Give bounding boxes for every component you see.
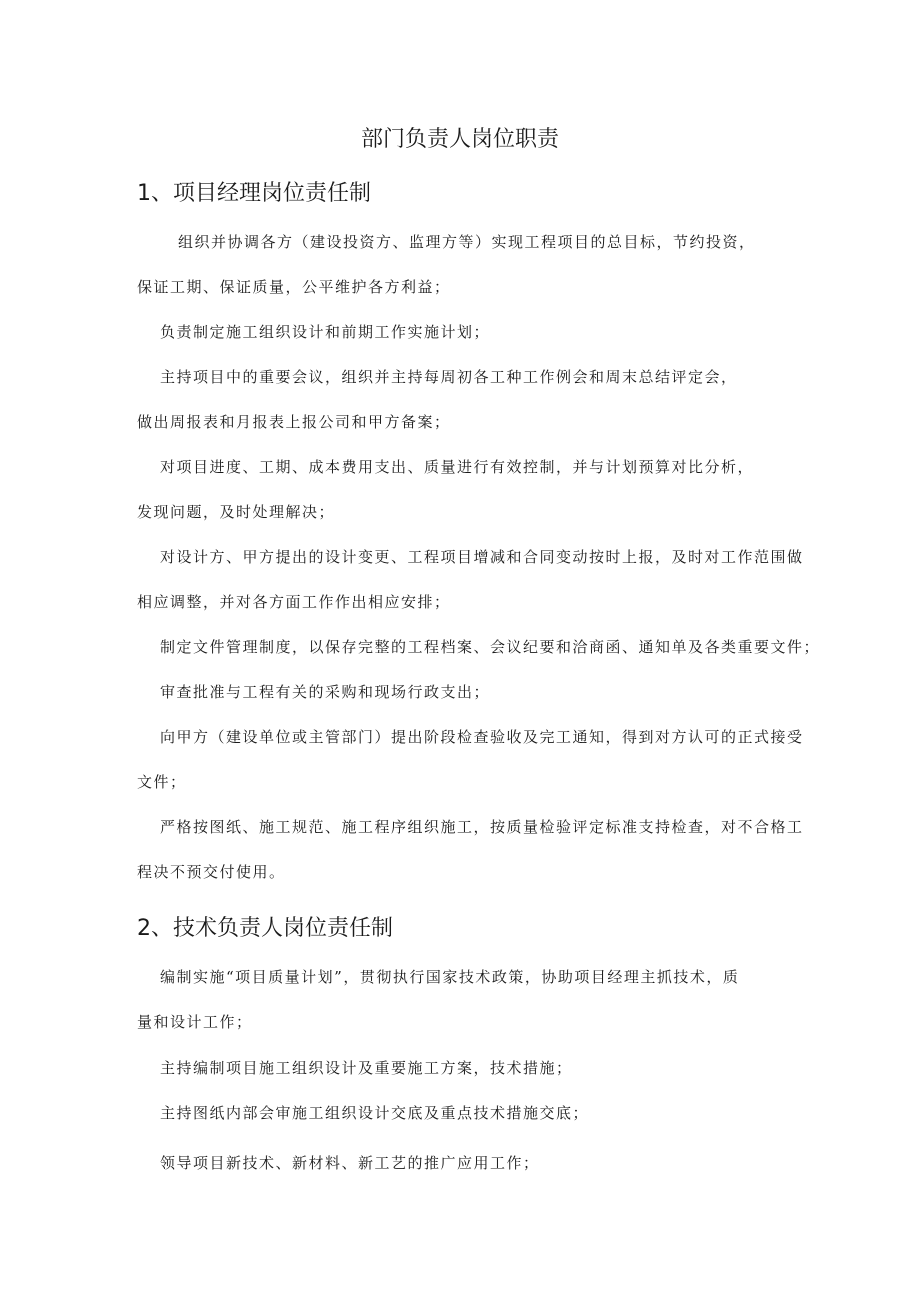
paragraph-line: 相应调整，并对各方面工作作出相应安排； bbox=[137, 593, 451, 611]
paragraph-line: 主持图纸内部会审施工组织设计交底及重点技术措施交底； bbox=[160, 1104, 590, 1122]
paragraph-line: 领导项目新技术、新材料、新工艺的推广应用工作； bbox=[160, 1154, 540, 1172]
paragraph-line: 主持编制项目施工组织设计及重要施工方案，技术措施； bbox=[160, 1059, 573, 1077]
paragraph-line: 文件； bbox=[137, 773, 187, 791]
paragraph-line: 编制实施“项目质量计划”，贯彻执行国家技术政策，协助项目经理主抓技术，质 bbox=[160, 968, 740, 986]
paragraph-line: 发现问题，及时处理解决； bbox=[137, 503, 336, 521]
paragraph-line: 程决不预交付使用。 bbox=[137, 863, 286, 881]
paragraph-line: 主持项目中的重要会议，组织并主持每周初各工种工作例会和周末总结评定会， bbox=[160, 368, 738, 386]
paragraph-line: 对项目进度、工期、成本费用支出、质量进行有效控制，并与计划预算对比分析， bbox=[160, 458, 755, 476]
paragraph-line: 组织并协调各方（建设投资方、监理方等）实现工程项目的总目标，节约投资， bbox=[178, 233, 756, 251]
paragraph-line: 负责制定施工组织设计和前期工作实施计划； bbox=[160, 323, 491, 341]
paragraph-line: 量和设计工作； bbox=[137, 1013, 253, 1031]
paragraph-line: 制定文件管理制度，以保存完整的工程档案、会议纪要和洽商函、通知单及各类重要文件； bbox=[160, 638, 821, 656]
paragraph-line: 审查批准与工程有关的采购和现场行政支出； bbox=[160, 683, 491, 701]
section-heading-technical-lead: 2、技术负责人岗位责任制 bbox=[137, 916, 393, 941]
page-title: 部门负责人岗位职责 bbox=[360, 127, 559, 152]
paragraph-line: 对设计方、甲方提出的设计变更、工程项目增减和合同变动按时上报，及时对工作范围做 bbox=[160, 548, 804, 566]
paragraph-line: 保证工期、保证质量，公平维护各方利益； bbox=[137, 278, 451, 296]
paragraph-line: 做出周报表和月报表上报公司和甲方备案； bbox=[137, 413, 451, 431]
paragraph-line: 严格按图纸、施工规范、施工程序组织施工，按质量检验评定标准支持检查，对不合格工 bbox=[160, 818, 804, 836]
section-heading-project-manager: 1、项目经理岗位责任制 bbox=[137, 181, 371, 206]
paragraph-line: 向甲方（建设单位或主管部门）提出阶段检查验收及完工通知，得到对方认可的正式接受 bbox=[160, 728, 804, 746]
